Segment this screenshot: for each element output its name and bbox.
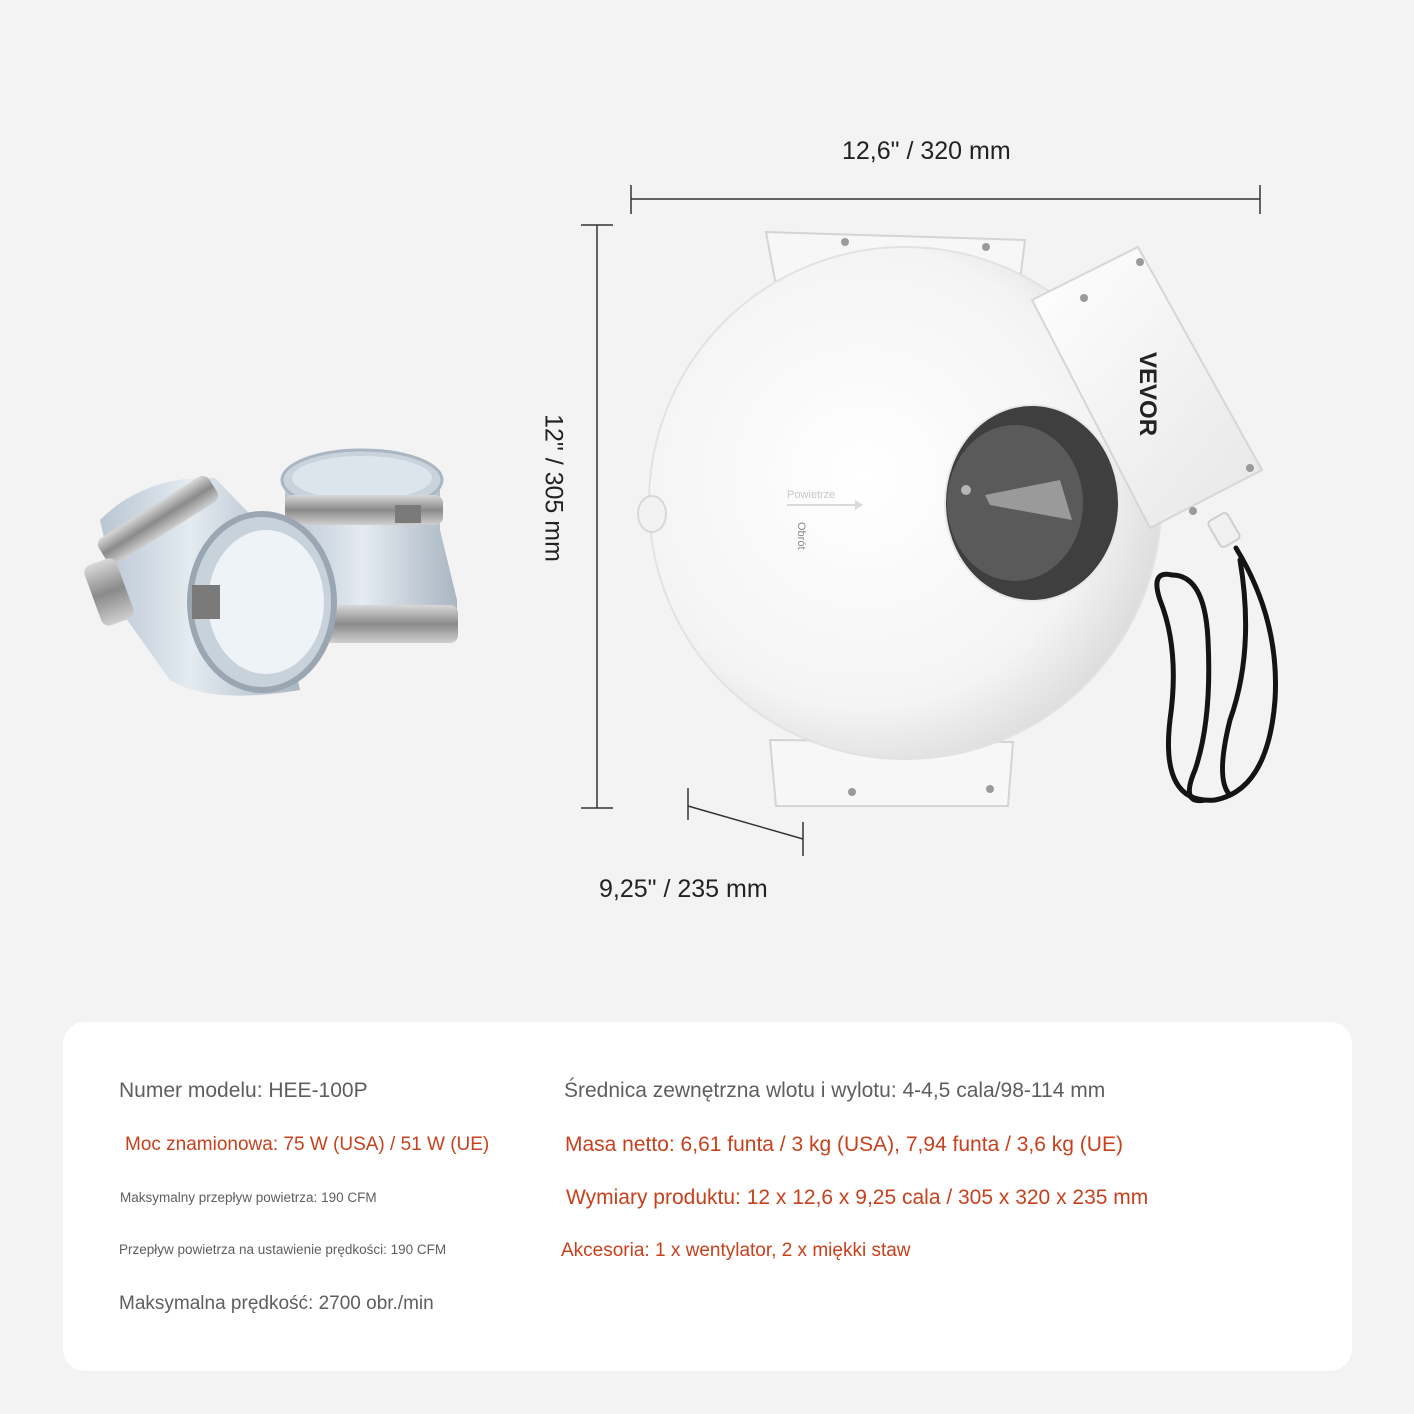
spec-airflow-setting: Przepływ powietrza na ustawienie prędkości: 190 CFM bbox=[119, 1242, 447, 1257]
spec-accessories: Akcesoria: 1 x wentylator, 2 x miękki staw bbox=[561, 1240, 911, 1261]
power-cord bbox=[1157, 548, 1276, 801]
spec-product-dimensions: Wymiary produktu: 12 x 12,6 x 9,25 cala / 305 x 320 x 235 mm bbox=[566, 1186, 1149, 1209]
spec-max-airflow: Maksymalny przepływ powietrza: 190 CFM bbox=[120, 1190, 377, 1205]
spec-max-speed: Maksymalna prędkość: 2700 obr./min bbox=[119, 1293, 434, 1314]
rotation-label: Obrót bbox=[795, 522, 807, 550]
width-dimension-label: 12,6" / 320 mm bbox=[842, 137, 1011, 165]
width-dimension-line bbox=[631, 185, 1260, 214]
airflow-arrow-label: Powietrze bbox=[787, 489, 836, 501]
height-dimension-label: 12" / 305 mm bbox=[539, 414, 568, 562]
specifications-card bbox=[63, 1022, 1352, 1371]
spec-net-weight: Masa netto: 6,61 funta / 3 kg (USA), 7,94 funta / 3,6 kg (UE) bbox=[565, 1133, 1123, 1156]
vevor-logo: VEVOR bbox=[1134, 352, 1161, 437]
spec-power: Moc znamionowa: 75 W (USA) / 51 W (UE) bbox=[125, 1134, 490, 1155]
spec-model: Numer modelu: HEE-100P bbox=[119, 1079, 368, 1102]
spec-diameter: Średnica zewnętrzna wlotu i wylotu: 4-4,5 cala/98-114 mm bbox=[564, 1079, 1106, 1102]
height-dimension-line bbox=[581, 225, 613, 808]
depth-dimension-label: 9,25" / 235 mm bbox=[599, 875, 768, 903]
